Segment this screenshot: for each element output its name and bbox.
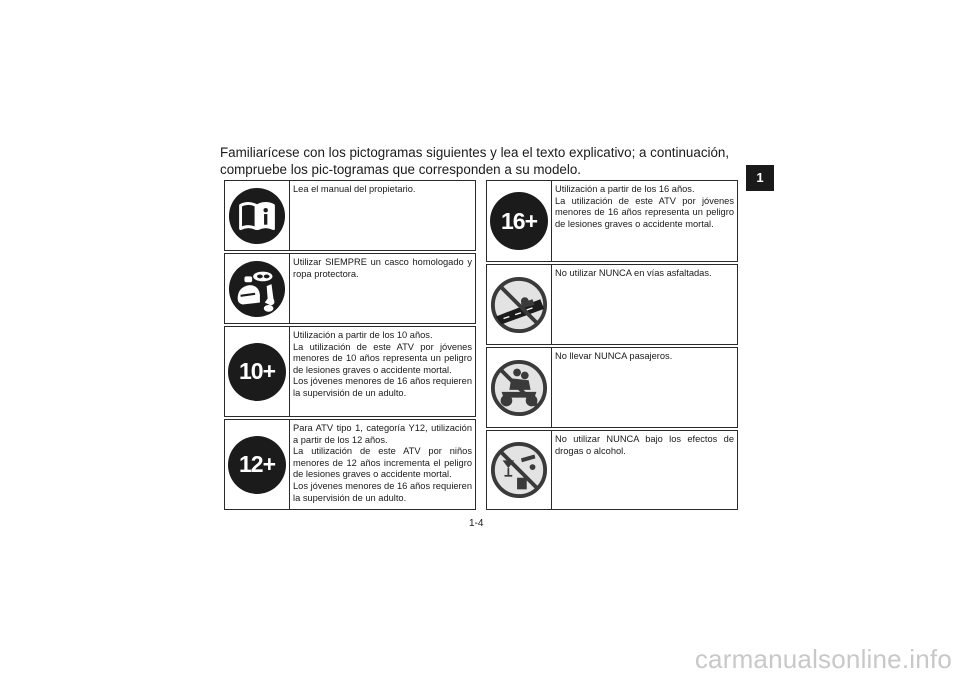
- watermark: carmanualsonline.info: [694, 644, 952, 674]
- pictogram-text-line: Utilización a partir de los 10 años.: [293, 330, 433, 340]
- pictogram-text: Utilizar SIEMPRE un casco homologado y ropa protectora.: [293, 257, 472, 279]
- age-16-label: 16+: [500, 207, 537, 234]
- age-10-plus-icon: [228, 343, 286, 401]
- pictogram-row-no-paved-roads: [486, 264, 738, 345]
- pictogram-text-line: La utilización de este ATV por niños menores de 12 años incrementa el peligro de lesiones graves o accidente mortal.: [293, 446, 472, 480]
- pictogram-text: Lea el manual del propietario.: [293, 184, 416, 194]
- pictogram-row-age-16: [486, 180, 738, 262]
- pictogram-row-no-drugs-alcohol: [486, 430, 738, 510]
- no-drugs-alcohol-icon: [490, 441, 548, 499]
- pictogram-row-age-10: [224, 326, 476, 417]
- pictogram-row-age-12: [224, 419, 476, 510]
- pictogram-row-read-manual: [224, 180, 476, 251]
- pictogram-text-line: La utilización de este ATV por jóvenes menores de 10 años representa un peligro de lesiones graves o accidente mortal.: [293, 341, 472, 375]
- pictogram-text-line: Utilización a partir de los 16 años.: [555, 184, 695, 194]
- chapter-tab: 1: [746, 165, 774, 191]
- age-12-plus-icon: [228, 436, 286, 494]
- pictogram-text: No utilizar NUNCA en vías asfaltadas.: [555, 268, 712, 278]
- age-16-plus-icon: [490, 192, 548, 250]
- pictogram-text-line: Para ATV tipo 1, categoría Y12, utilización a partir de los 12 años.: [293, 423, 472, 445]
- helmet-protective-gear-icon: [228, 260, 286, 318]
- no-passengers-icon: [490, 359, 548, 417]
- page-number: 1-4: [469, 518, 484, 529]
- pictogram-row-no-passengers: [486, 347, 738, 428]
- pictogram-row-helmet: [224, 253, 476, 324]
- no-paved-roads-icon: [490, 276, 548, 334]
- pictogram-text-line: La utilización de este ATV por jóvenes menores de 16 años representa un peligro de lesiones graves o accidente mortal.: [555, 195, 734, 229]
- intro-paragraph: Familiarícese con los pictogramas siguientes y lea el texto explicativo; a continuación, compruebe los pic-togramas que corresponden a su modelo.: [220, 145, 730, 177]
- age-10-label: 10+: [238, 358, 275, 384]
- pictogram-text: No llevar NUNCA pasajeros.: [555, 351, 673, 361]
- pictogram-text-line: Los jóvenes menores de 16 años requieren la supervisión de un adulto.: [293, 376, 472, 398]
- pictogram-text: No utilizar NUNCA bajo los efectos de drogas o alcohol.: [555, 434, 734, 456]
- manual-info-icon: [228, 187, 286, 245]
- pictogram-text-line: Los jóvenes menores de 16 años requieren la supervisión de un adulto.: [293, 480, 472, 503]
- age-12-label: 12+: [238, 451, 275, 477]
